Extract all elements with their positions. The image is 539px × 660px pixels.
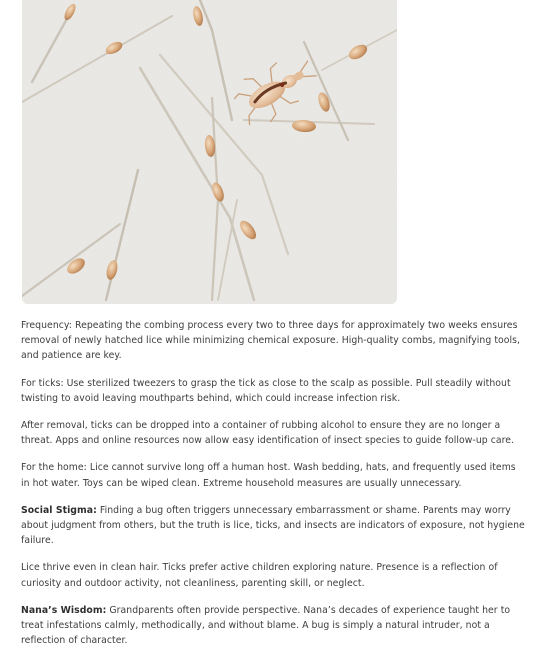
paragraph-text: Frequency: Repeating the combing process every two to three days for approximately two weeks ensures removal of newly hatched lice while minimizing chemical exposure. High-quality combs, magnifying tools, and patience are key. (21, 320, 521, 362)
paragraph-frequency (21, 318, 526, 364)
paragraph-ticks (21, 376, 526, 406)
lice-photo-illustration (22, 0, 397, 304)
paragraph-text: For ticks: Use sterilized tweezers to grasp the tick as close to the scalp as possible. Pull steadily without twisting to avoid leaving mouthparts behind, which could increase infection risk. (21, 377, 511, 404)
paragraph-text: Finding a bug often triggers unnecessary embarrassment or shame. Parents may worry about judgment from others, but the truth is lice, ticks, and insects are indicators of exposure, not hygiene failure. (21, 504, 525, 547)
paragraph-text: Lice thrive even in clean hair. Ticks prefer active children exploring nature. Presence is a reflection of curiosity and outdoor activity, not cleanliness, parenting skill, or neglect. (21, 562, 498, 589)
paragraph-lead: Social Stigma: (21, 504, 97, 516)
paragraph-text: Grandparents often provide perspective. Nana’s decades of experience taught her to treat infestations calmly, methodically, and without blame. A bug is simply a natural intruder, not a reflection of character. (21, 604, 511, 647)
paragraph-home (21, 460, 526, 490)
lice-photo (22, 0, 397, 304)
article-body (21, 318, 526, 660)
paragraph-text: After removal, ticks can be dropped into a container of rubbing alcohol to ensure they are no longer a threat. Apps and online resources now allow easy identification of insect species to guide follow-up care. (21, 420, 515, 447)
paragraph-social-stigma (21, 503, 526, 549)
paragraph-after-removal (21, 418, 526, 448)
paragraph-clean-hair (21, 560, 526, 590)
paragraph-lead: Nana’s Wisdom: (21, 604, 107, 616)
paragraph-text: For the home: Lice cannot survive long off a human host. Wash bedding, hats, and frequently used items in hot water. Toys can be wiped clean. Extreme household measures are usually unnecessary. (21, 462, 516, 489)
paragraph-nanas-wisdom (21, 603, 526, 649)
